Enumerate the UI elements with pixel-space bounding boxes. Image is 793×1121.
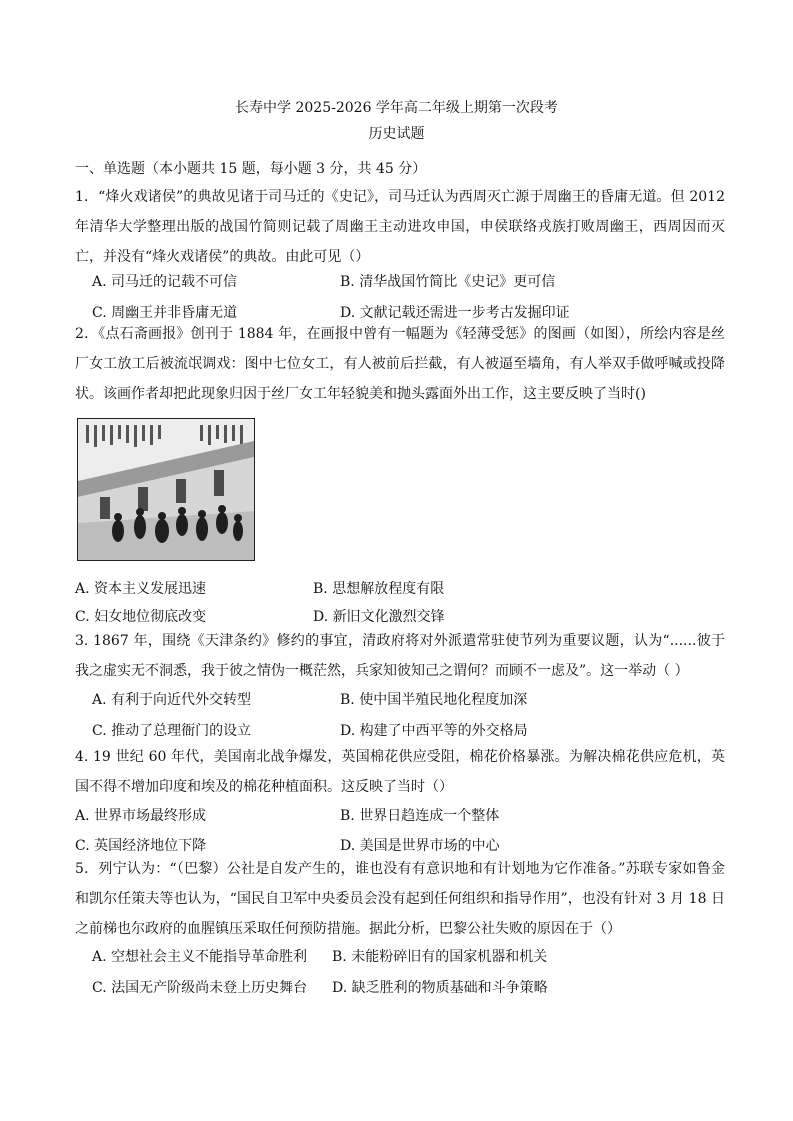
question-1-option-a: A. 司马迁的记载不可信 bbox=[92, 274, 238, 290]
question-2-stem: 2．《点石斋画报》创刊于 1884 年，在画报中曾有一幅题为《轻薄受惩》的图画（如图），所绘内容是丝厂女工放工后被流氓调戏：图中七位女工，有人被前后拦截，有人被逼至墙角，有人举双手做呼喊或投降状。该画作者却把此现象归因于丝厂女工年轻貌美和抛头露面外出工作，这主要反映了当时() bbox=[75, 326, 725, 402]
question-5-option-a: A. 空想社会主义不能指导革命胜利 bbox=[92, 949, 308, 965]
question-3-option-b: B. 使中国半殖民地化程度加深 bbox=[340, 692, 528, 708]
question-1-option-d: D. 文献记载还需进一步考古发掘印证 bbox=[340, 305, 570, 321]
question-3-option-c: C. 推动了总理衙门的设立 bbox=[92, 723, 252, 739]
question-5-option-c: C. 法国无产阶级尚未登上历史舞台 bbox=[92, 980, 308, 996]
question-4-option-a: A. 世界市场最终形成 bbox=[75, 808, 207, 824]
question-2-option-d: D. 新旧文化激烈交锋 bbox=[313, 609, 445, 625]
question-5-option-d: D. 缺乏胜利的物质基础和斗争策略 bbox=[332, 980, 548, 996]
question-4-option-b: B. 世界日趋连成一个整体 bbox=[340, 808, 500, 824]
section-heading: 一、单选题（本小题共 15 题，每小题 3 分，共 45 分） bbox=[75, 161, 427, 177]
question-1-stem: 1．“烽火戏诸侯”的典故见诸于司马迁的《史记》，司马迁认为西周灭亡源于周幽王的昏庸无道。但 2012 年清华大学整理出版的战国竹简则记载了周幽王主动进攻申国，申侯联络戎族打败周幽王，西周因而灭亡，并没有“烽火戏诸侯”的典故。由此可见（） bbox=[75, 189, 725, 265]
question-3-option-d: D. 构建了中西平等的外交格局 bbox=[340, 723, 528, 739]
question-4-stem: 4. 19 世纪 60 年代，美国南北战争爆发，英国棉花供应受阻，棉花价格暴涨。为解决棉花供应危机，英国不得不增加印度和埃及的棉花种植面积。这反映了当时（） bbox=[75, 749, 725, 795]
question-3-option-a: A. 有利于向近代外交转型 bbox=[92, 692, 252, 708]
question-4-option-c: C. 英国经济地位下降 bbox=[75, 838, 207, 854]
question-2-option-c: C. 妇女地位彻底改变 bbox=[75, 609, 207, 625]
question-2-option-a: A. 资本主义发展迅速 bbox=[75, 581, 207, 597]
question-3-stem: 3. 1867 年，围绕《天津条约》修约的事宜，清政府将对外派遣常驻使节列为重要议题，认为“......彼于我之虚实无不洞悉，我于彼之情伪一概茫然，兵家知彼知己之谓何？而顾不一虑及”。这一举动（ ） bbox=[75, 633, 725, 679]
exam-subtitle: 历史试题 bbox=[368, 126, 425, 142]
question-5-stem: 5．列宁认为：“（巴黎）公社是自发产生的，谁也没有有意识地和有计划地为它作准备。”苏联专家如鲁金和凯尔任策夫等也认为，“国民自卫军中央委员会没有起到任何组织和指导作用”，也没有针对 3 月 18 日之前梯也尔政府的血腥镇压采取任何预防措施。据此分析，巴黎公社失败的原因在于（） bbox=[75, 861, 725, 937]
engraving-illustration bbox=[77, 418, 255, 561]
question-1-option-b: B. 清华战国竹简比《史记》更可信 bbox=[340, 274, 556, 290]
question-5-option-b: B. 未能粉碎旧有的国家机器和机关 bbox=[332, 949, 548, 965]
question-2-option-b: B. 思想解放程度有限 bbox=[313, 581, 445, 597]
question-4-option-d: D. 美国是世界市场的中心 bbox=[340, 838, 500, 854]
exam-title: 长寿中学 2025-2026 学年高二年级上期第一次段考 bbox=[235, 100, 558, 116]
question-1-option-c: C. 周幽王并非昏庸无道 bbox=[92, 305, 238, 321]
